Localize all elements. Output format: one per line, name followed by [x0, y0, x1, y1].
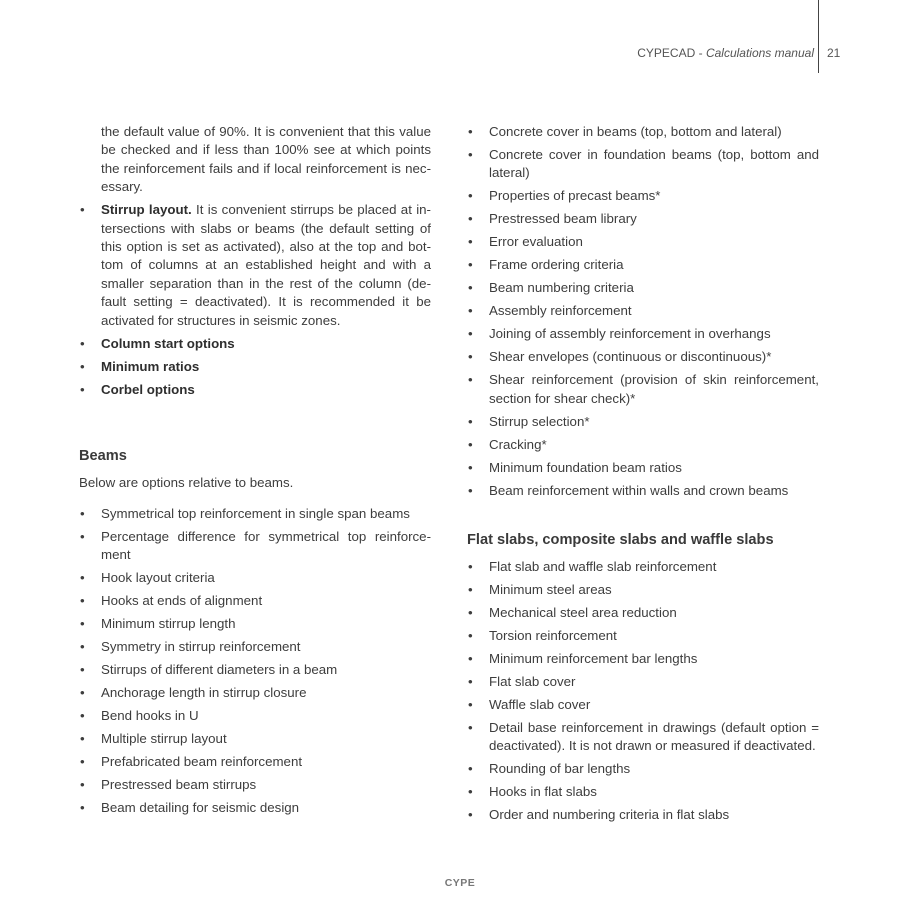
item-text: Torsion reinforcement — [489, 627, 617, 643]
header-separator: - — [695, 46, 706, 60]
continuation-text: the default value of 90%. It is convenient that this value be checked and if less than 100% see at which points the reinforcement fails and if local reinforcement is necessary. — [101, 124, 431, 195]
item-bold-label: Column start options — [101, 335, 235, 351]
bullet-icon: • — [468, 719, 473, 735]
bullet-icon: • — [468, 604, 473, 620]
bullet-icon: • — [80, 731, 85, 747]
item-text: Multiple stirrup layout — [101, 731, 227, 747]
list-item — [467, 719, 819, 756]
list-item — [467, 459, 819, 477]
bullet-icon: • — [80, 593, 85, 609]
list-item — [79, 799, 431, 817]
item-text: Flat slab cover — [489, 673, 576, 689]
item-text: Shear envelopes (continuous or discontinuous)* — [489, 349, 772, 365]
bullet-icon: • — [468, 650, 473, 666]
flat-slab-options-list — [467, 558, 819, 825]
bullet-icon: • — [80, 685, 85, 701]
bullet-icon: • — [468, 234, 473, 250]
item-text: Order and numbering criteria in flat slabs — [489, 807, 730, 823]
item-text: Concrete cover in beams (top, bottom and lateral) — [489, 124, 782, 139]
list-item — [79, 505, 431, 523]
beams-options-list — [79, 505, 431, 818]
list-item — [79, 707, 431, 725]
list-item — [79, 615, 431, 633]
bullet-icon: • — [468, 349, 473, 365]
list-item — [467, 783, 819, 801]
item-bold-label: Minimum ratios — [101, 358, 200, 374]
bullet-icon: • — [468, 761, 473, 777]
item-text: Beam reinforcement within walls and crown beams — [489, 482, 789, 498]
list-item — [467, 436, 819, 454]
bullet-icon: • — [80, 570, 85, 586]
item-text: Joining of assembly reinforcement in overhangs — [489, 326, 771, 342]
section-heading-beams: Beams — [79, 448, 127, 465]
beam-options-list-continued — [467, 123, 819, 500]
item-text: Flat slab and waffle slab reinforcement — [489, 558, 717, 574]
header-divider — [818, 0, 819, 73]
bullet-icon: • — [80, 639, 85, 655]
header-doc-title: Calculations manual — [705, 46, 814, 60]
list-item — [467, 581, 819, 599]
list-item — [79, 661, 431, 679]
list-item — [79, 335, 431, 353]
column-options-list — [79, 201, 431, 399]
item-bold-label: Corbel options — [101, 381, 195, 397]
bullet-icon: • — [80, 202, 85, 218]
item-text: Percentage difference for symmetrical top reinforcement — [101, 528, 431, 563]
bullet-icon: • — [80, 754, 85, 770]
bullet-icon: • — [468, 326, 473, 342]
list-item — [79, 201, 431, 330]
page-number: 21 — [827, 46, 841, 60]
item-text: Hooks at ends of alignment — [101, 593, 263, 609]
item-text: Waffle slab cover — [489, 696, 591, 712]
item-text: Hooks in flat slabs — [489, 784, 597, 800]
bullet-icon: • — [468, 303, 473, 319]
item-text: Shear reinforcement (provision of skin reinforcement, section for shear check)* — [489, 372, 819, 406]
item-text: Beam numbering criteria — [489, 280, 634, 296]
bullet-icon: • — [468, 459, 473, 475]
item-text: Symmetrical top reinforcement in single span beams — [101, 505, 410, 521]
header-app-name: CYPECAD — [637, 46, 696, 60]
item-text: Minimum stirrup length — [101, 616, 236, 632]
item-text: Cracking* — [489, 436, 547, 452]
bullet-icon: • — [468, 413, 473, 429]
item-text: Bend hooks in U — [101, 708, 199, 724]
bullet-icon: • — [468, 627, 473, 643]
list-item — [79, 569, 431, 587]
list-item — [467, 696, 819, 714]
footer-brand: CYPE — [444, 877, 476, 889]
item-text: Stirrup selection* — [489, 413, 590, 429]
item-text: Rounding of bar lengths — [489, 761, 631, 777]
item-text: Frame ordering criteria — [489, 257, 624, 273]
bullet-icon: • — [80, 616, 85, 632]
list-item — [467, 371, 819, 408]
list-item — [467, 650, 819, 668]
bullet-icon: • — [80, 335, 85, 351]
item-text: Minimum reinforcement bar lengths — [489, 650, 698, 666]
list-item — [79, 358, 431, 376]
list-item — [79, 592, 431, 610]
item-text: Concrete cover in foundation beams (top, bottom and lateral) — [489, 147, 819, 181]
bullet-icon: • — [80, 662, 85, 678]
item-text: Symmetry in stirrup reinforcement — [101, 639, 301, 655]
item-text: Detail base reinforcement in drawings (default option = deactivated). It is not drawn or measured if deactivated. — [489, 719, 819, 754]
list-item — [467, 348, 819, 366]
item-text: Prestressed beam stirrups — [101, 777, 257, 793]
item-text: Error evaluation — [489, 234, 583, 250]
list-item — [467, 210, 819, 228]
list-item — [467, 673, 819, 691]
list-item — [79, 528, 431, 565]
list-item — [467, 233, 819, 251]
list-item — [467, 482, 819, 500]
bullet-icon: • — [468, 211, 473, 227]
list-item — [467, 279, 819, 297]
bullet-icon: • — [80, 777, 85, 793]
bullet-icon: • — [468, 124, 473, 139]
list-item — [467, 325, 819, 343]
bullet-icon: • — [468, 188, 473, 204]
list-item — [79, 753, 431, 771]
bullet-icon: • — [80, 708, 85, 724]
list-item — [467, 123, 819, 141]
list-item — [467, 806, 819, 824]
list-item — [79, 638, 431, 656]
item-text: Minimum steel areas — [489, 581, 612, 597]
right-column — [467, 123, 819, 829]
item-text: It is convenient stirrups be placed at intersections with slabs or beams (the default setting of this option is set as activated), also at the top and bottom of columns at an established height and with a smaller separation than in the rest of the column (default setting = deactivated). It is recommended it be activated for structures in seismic zones. — [101, 202, 431, 328]
list-item — [467, 146, 819, 183]
bullet-icon: • — [468, 581, 473, 597]
item-text: Properties of precast beams* — [489, 188, 661, 204]
bullet-icon: • — [80, 528, 85, 544]
list-item — [467, 302, 819, 320]
section-heading-flat-slabs: Flat slabs, composite slabs and waffle slabs — [467, 532, 774, 549]
item-text: Prefabricated beam reinforcement — [101, 754, 303, 770]
list-item — [467, 627, 819, 645]
item-text: Stirrups of different diameters in a beam — [101, 662, 338, 678]
list-item — [467, 558, 819, 576]
list-item — [467, 604, 819, 622]
item-text: Minimum foundation beam ratios — [489, 459, 682, 475]
item-text: Anchorage length in stirrup closure — [101, 685, 307, 701]
bullet-icon: • — [468, 147, 473, 162]
bullet-icon: • — [468, 673, 473, 689]
bullet-icon: • — [468, 784, 473, 800]
list-item — [467, 187, 819, 205]
bullet-icon: • — [468, 436, 473, 452]
list-item — [467, 760, 819, 778]
bullet-icon: • — [80, 800, 85, 816]
bullet-icon: • — [468, 807, 473, 823]
bullet-icon: • — [80, 381, 85, 397]
bullet-icon: • — [468, 482, 473, 498]
bullet-icon: • — [468, 558, 473, 574]
list-item — [467, 413, 819, 431]
item-text: Assembly reinforcement — [489, 303, 632, 319]
bullet-icon: • — [80, 358, 85, 374]
item-text: Prestressed beam library — [489, 211, 637, 227]
bullet-icon: • — [468, 696, 473, 712]
item-text: Beam detailing for seismic design — [101, 800, 300, 816]
bullet-icon: • — [468, 257, 473, 273]
list-item — [79, 381, 431, 399]
left-column — [79, 123, 431, 822]
running-header — [637, 46, 814, 60]
bullet-icon: • — [468, 280, 473, 296]
list-item — [79, 684, 431, 702]
list-item — [467, 256, 819, 274]
list-item — [79, 776, 431, 794]
item-text: Hook layout criteria — [101, 570, 215, 586]
bullet-icon: • — [80, 505, 85, 521]
item-text: Mechanical steel area reduction — [489, 604, 677, 620]
bullet-icon: • — [468, 372, 473, 388]
beams-intro-text: Below are options relative to beams. — [79, 475, 294, 491]
list-item — [79, 730, 431, 748]
item-bold-label: Stirrup layout. — [101, 202, 192, 218]
